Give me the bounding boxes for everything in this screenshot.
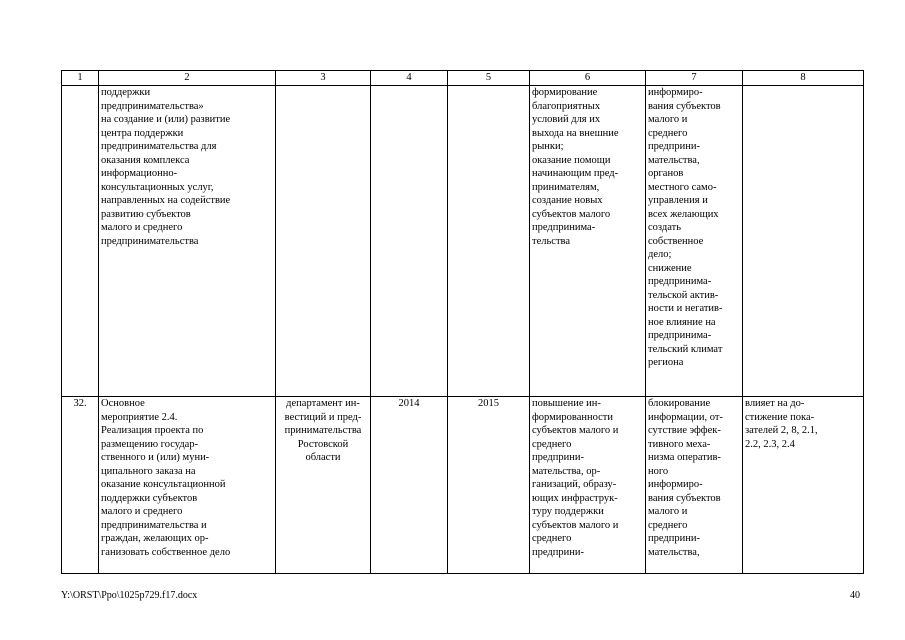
- cell-text-line: начинающим пред-: [532, 168, 619, 179]
- cell-text-line: области: [305, 452, 341, 463]
- table-cell-col-6: [530, 86, 646, 397]
- measures-table: [61, 70, 864, 574]
- cell-text-line: блокирование: [648, 398, 711, 409]
- cell-text-line: информационно-: [101, 168, 178, 179]
- cell-text-line: предпринимательства»: [101, 100, 204, 112]
- cell-text-line: туру поддержки: [532, 506, 604, 517]
- cell-text-line: стижение пока-: [745, 411, 815, 423]
- cell-text-line: местного само-: [648, 181, 717, 193]
- cell-text-line: собственное: [648, 235, 704, 247]
- cell-text-line: предпринима-: [532, 222, 596, 233]
- cell-text-line: органов: [648, 168, 684, 179]
- cell-text-line: департамент ин-: [286, 398, 360, 409]
- cell-text-line: принимательства: [284, 425, 362, 436]
- cell-text-line: тельства: [532, 235, 571, 247]
- table-cell-col-3: [276, 397, 371, 574]
- cell-text-line: консультационных услуг,: [101, 181, 214, 193]
- cell-text-line: тивного меха-: [648, 438, 711, 450]
- cell-text-line: влияет на до-: [745, 398, 805, 409]
- table-cell-col-3: [276, 86, 371, 397]
- cell-text-line: Ростовской: [297, 438, 349, 450]
- cell-text-line: малого и: [648, 114, 688, 125]
- cell-text-line: предпринимательства и: [101, 519, 207, 531]
- cell-text-line: малого и: [648, 506, 688, 517]
- table-cell-col-7: [646, 397, 743, 574]
- cell-text-line: 2014: [398, 398, 420, 409]
- cell-text-line: малого и среднего: [101, 506, 183, 517]
- cell-text-line: ципального заказа на: [101, 465, 196, 477]
- footer-file-path: Y:\ORST\Ppo\1025p729.f17.docx: [61, 590, 198, 601]
- cell-text-line: 2.2, 2.3, 2.4: [745, 438, 795, 450]
- cell-text-line: субъектов малого: [532, 208, 611, 220]
- table-cell-col-2: [99, 86, 276, 397]
- table-cell-col-5: [448, 397, 530, 574]
- cell-text-line: ности и негатив-: [648, 303, 723, 314]
- cell-text-line: мательства, ор-: [532, 465, 601, 477]
- cell-text-line: снижение: [648, 262, 692, 274]
- cell-text-line: предприни-: [648, 533, 700, 544]
- header-cell-8: 8: [743, 71, 864, 86]
- cell-text-line: информиро-: [648, 87, 703, 98]
- cell-text-line: мероприятие 2.4.: [101, 411, 178, 423]
- cell-text-line: поддержки субъектов: [101, 492, 198, 504]
- header-cell-6: 6: [530, 71, 646, 86]
- cell-text-line: мательства,: [648, 154, 700, 166]
- cell-text-line: дело;: [648, 249, 672, 260]
- header-cell-2: 2: [99, 71, 276, 86]
- table-cell-col-8: [743, 397, 864, 574]
- cell-text-line: 32.: [73, 398, 87, 409]
- table-cell-col-4: [371, 397, 448, 574]
- cell-text-line: формирование: [532, 87, 598, 98]
- cell-text-line: принимателям,: [532, 181, 600, 193]
- cell-text-line: Основное: [101, 398, 145, 409]
- cell-text-line: информации, от-: [648, 411, 723, 423]
- cell-text-line: субъектов малого и: [532, 425, 619, 436]
- table-cell-col-6: [530, 397, 646, 574]
- cell-text-line: ного: [648, 465, 669, 477]
- cell-text-line: Реализация проекта по: [101, 425, 204, 436]
- cell-text-line: условий для их: [532, 114, 601, 125]
- header-cell-3: 3: [276, 71, 371, 86]
- cell-text-line: зателей 2, 8, 2.1,: [745, 425, 818, 436]
- cell-text-line: ющих инфраструк-: [532, 492, 618, 504]
- cell-text-line: размещению государ-: [101, 438, 199, 450]
- cell-text-line: поддержки: [101, 87, 151, 98]
- cell-text-line: оказание помощи: [532, 154, 611, 166]
- table-cell-col-7: [646, 86, 743, 397]
- cell-text-line: предпринимательства: [101, 235, 199, 247]
- cell-text-line: сутствие эффек-: [648, 425, 721, 436]
- cell-text-line: тельской актив-: [648, 289, 719, 301]
- cell-text-line: субъектов малого и: [532, 519, 619, 531]
- table-header-row: [62, 71, 864, 86]
- cell-text-line: малого и среднего: [101, 222, 183, 233]
- cell-text-line: информиро-: [648, 479, 703, 490]
- cell-text-line: благоприятных: [532, 100, 601, 112]
- cell-text-line: вестиций и пред-: [284, 411, 362, 423]
- cell-text-line: предпринимательства для: [101, 141, 217, 152]
- table-row: [62, 86, 864, 397]
- cell-text-line: создание новых: [532, 195, 603, 206]
- cell-text-line: граждан, желающих ор-: [101, 533, 209, 544]
- cell-text-line: на создание и (или) развитие: [101, 114, 231, 125]
- cell-text-line: предпринима-: [648, 330, 712, 341]
- table-row: [62, 397, 864, 574]
- header-cell-5: 5: [448, 71, 530, 86]
- cell-text-line: предпринима-: [648, 276, 712, 287]
- cell-text-line: среднего: [532, 438, 572, 450]
- footer-page-number: 40: [850, 590, 860, 601]
- cell-text-line: региона: [648, 357, 684, 368]
- cell-text-line: вания субъектов: [648, 492, 721, 504]
- header-cell-1: 1: [62, 71, 99, 86]
- table-cell-col-1: [62, 86, 99, 397]
- cell-text-line: формированности: [532, 411, 614, 423]
- cell-text-line: всех желающих: [648, 208, 719, 220]
- cell-text-line: ное влияние на: [648, 316, 716, 328]
- header-cell-4: 4: [371, 71, 448, 86]
- header-cell-7: 7: [646, 71, 743, 86]
- cell-text-line: повышение ин-: [532, 398, 601, 409]
- table-cell-col-5: [448, 86, 530, 397]
- cell-text-line: среднего: [532, 533, 572, 544]
- cell-text-line: предприни-: [532, 546, 584, 558]
- cell-text-line: предприни-: [648, 141, 700, 152]
- cell-text-line: выхода на внешние: [532, 127, 619, 139]
- cell-text-line: среднего: [648, 519, 688, 531]
- cell-text-line: рынки;: [532, 141, 564, 152]
- cell-text-line: ганизаций, образу-: [532, 479, 617, 490]
- cell-text-line: центра поддержки: [101, 127, 184, 139]
- cell-text-line: направленных на содействие: [101, 195, 231, 206]
- table-cell-col-8: [743, 86, 864, 397]
- cell-text-line: управления и: [648, 195, 708, 206]
- cell-text-line: предприни-: [532, 452, 584, 463]
- cell-text-line: вания субъектов: [648, 100, 721, 112]
- cell-text-line: 2015: [478, 398, 499, 409]
- cell-text-line: ганизовать собственное дело: [101, 546, 231, 558]
- table-body: [62, 86, 864, 574]
- cell-text-line: развитию субъектов: [101, 208, 191, 220]
- cell-text-line: оказания комплекса: [101, 154, 190, 166]
- cell-text-line: тельский климат: [648, 343, 723, 355]
- cell-text-line: мательства,: [648, 546, 700, 558]
- cell-text-line: создать: [648, 222, 681, 233]
- cell-text-line: оказание консультационной: [101, 479, 226, 490]
- table-cell-col-1: [62, 397, 99, 574]
- cell-text-line: среднего: [648, 127, 688, 139]
- cell-text-line: низма оператив-: [648, 452, 721, 463]
- table-cell-col-2: [99, 397, 276, 574]
- table-cell-col-4: [371, 86, 448, 397]
- cell-text-line: ственного и (или) муни-: [101, 452, 210, 463]
